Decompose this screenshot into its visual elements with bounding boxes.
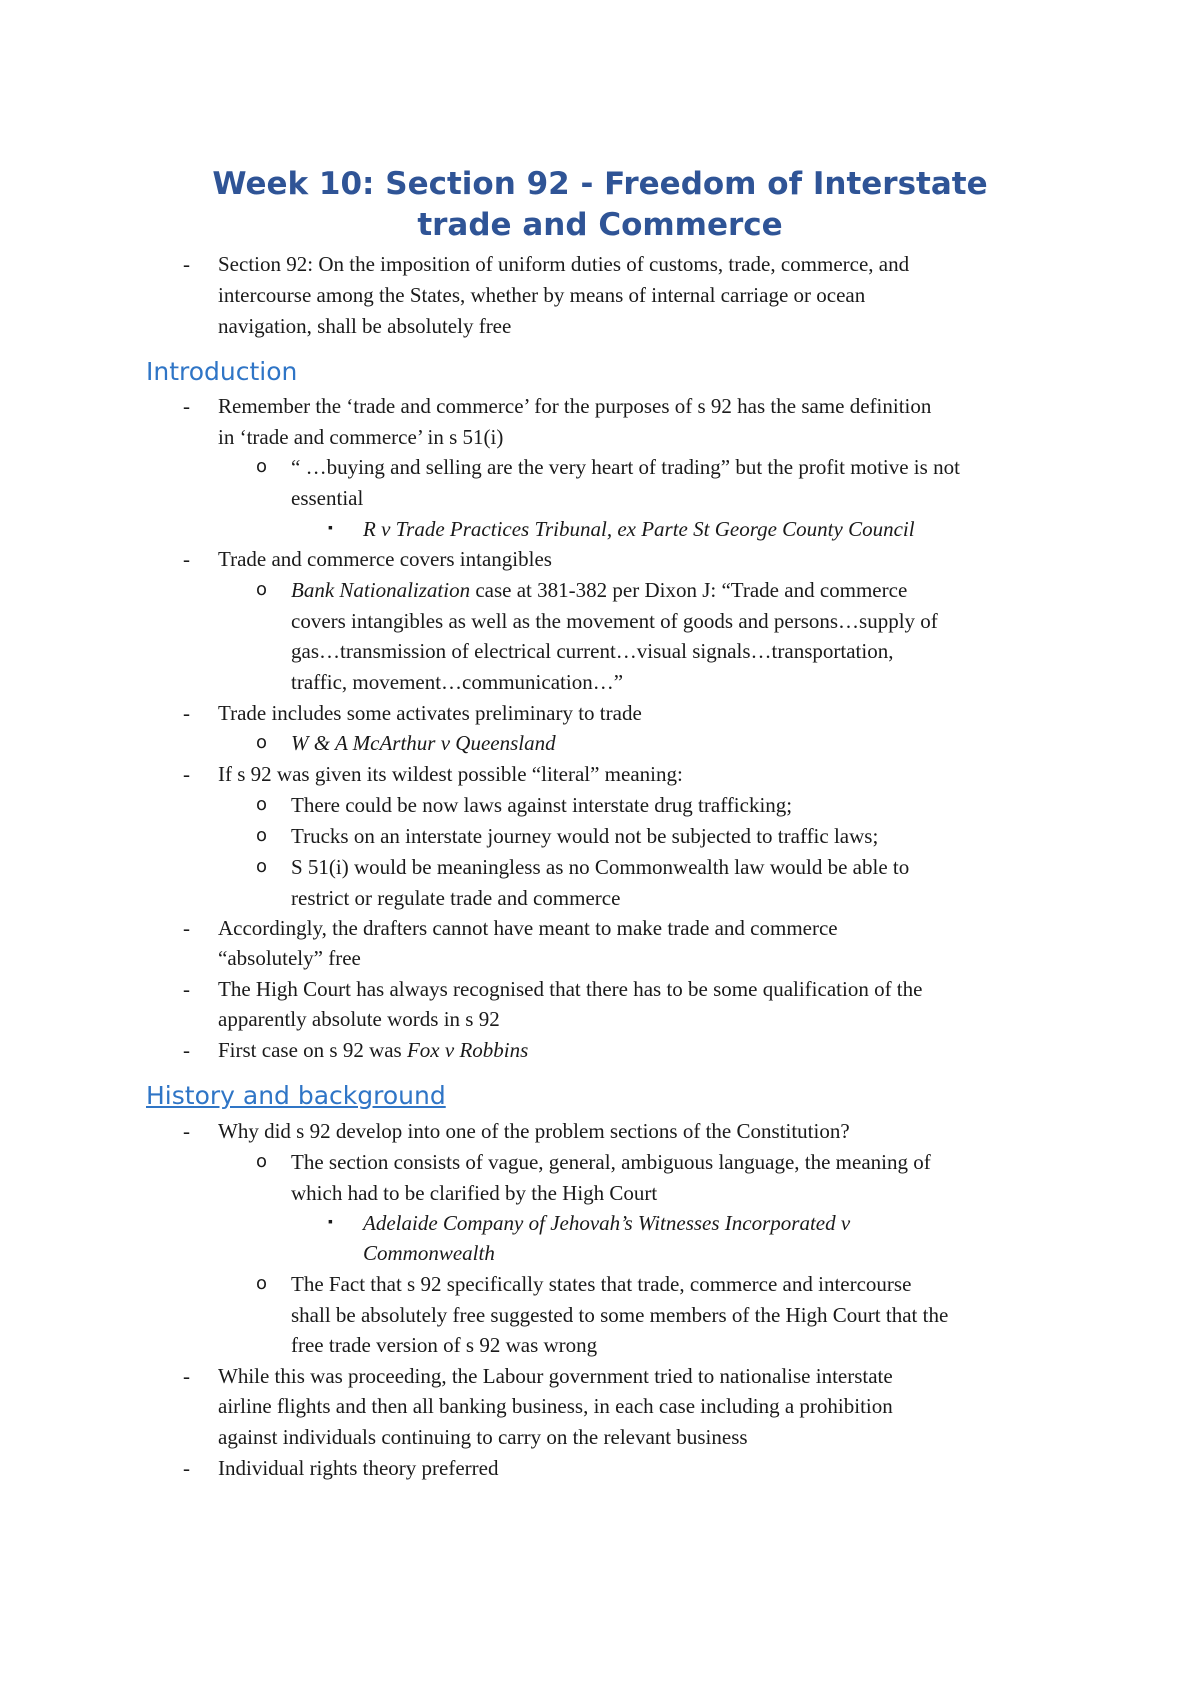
case-citation — [291, 728, 556, 758]
body-line: in ‘trade and commerce’ in s 51(i) — [218, 425, 504, 449]
body-line: navigation, shall be absolutely free — [218, 314, 512, 338]
body-line: intercourse among the States, whether by means of internal carriage or ocean — [218, 283, 866, 307]
body-line: restrict or regulate trade and commerce — [291, 886, 621, 910]
body-line: essential — [291, 486, 364, 510]
body-line: Section 92: On the imposition of uniform duties of customs, trade, commerce, and — [218, 252, 910, 276]
title-line-1: Week 10: Section 92 - Freedom of Interstate — [212, 166, 988, 202]
body-line: “absolutely” free — [218, 946, 361, 970]
case-name: Adelaide Company of Jehovah’s Witnesses Incorporated v — [363, 1211, 851, 1235]
body-line: Accordingly, the drafters cannot have meant to make trade and commerce — [218, 916, 838, 940]
section-heading-introduction: Introduction — [146, 357, 298, 386]
body-line: against individuals continuing to carry on the relevant business — [218, 1425, 748, 1449]
body-line: airline flights and then all banking business, in each case including a prohibition — [218, 1394, 893, 1418]
bullet-circle: o — [256, 856, 268, 877]
bullet-dash: - — [183, 394, 190, 418]
bullet-circle: o — [256, 579, 268, 600]
body-line — [291, 575, 907, 605]
bullet-circle: o — [256, 1151, 268, 1172]
bullet-square: ▪ — [328, 1215, 333, 1230]
bullet-dash: - — [183, 1119, 190, 1143]
body-line: There could be now laws against interstate drug trafficking; — [291, 793, 793, 817]
bullet-dash: - — [183, 547, 190, 571]
body-text: First case on s 92 was — [218, 1038, 407, 1062]
bullet-circle: o — [256, 794, 268, 815]
case-name: R v Trade Practices Tribunal, ex Parte St George County Council — [363, 517, 915, 541]
page-title — [0, 164, 1200, 246]
body-line: The section consists of vague, general, ambiguous language, the meaning of — [291, 1150, 931, 1174]
case-citation — [363, 1208, 850, 1238]
body-line: free trade version of s 92 was wrong — [291, 1333, 598, 1357]
bullet-dash: - — [183, 1364, 190, 1388]
body-line: S 51(i) would be meaningless as no Commonwealth law would be able to — [291, 855, 910, 879]
bullet-circle: o — [256, 825, 268, 846]
body-line: apparently absolute words in s 92 — [218, 1007, 500, 1031]
bullet-dash: - — [183, 916, 190, 940]
bullet-dash: - — [183, 252, 190, 276]
body-line: traffic, movement…communication…” — [291, 670, 624, 694]
body-line: While this was proceeding, the Labour government tried to nationalise interstate — [218, 1364, 893, 1388]
body-line: shall be absolutely free suggested to some members of the High Court that the — [291, 1303, 949, 1327]
bullet-circle: o — [256, 1273, 268, 1294]
case-name: Bank Nationalization — [291, 578, 471, 602]
case-name: Fox v Robbins — [406, 1038, 529, 1062]
body-line: Individual rights theory preferred — [218, 1456, 499, 1480]
body-line: Trucks on an interstate journey would not be subjected to traffic laws; — [291, 824, 879, 848]
bullet-circle: o — [256, 456, 268, 477]
body-line: Trade and commerce covers intangibles — [218, 547, 552, 571]
bullet-dash: - — [183, 762, 190, 786]
body-line: Trade includes some activates preliminary to trade — [218, 701, 642, 725]
body-line: If s 92 was given its wildest possible “literal” meaning: — [218, 762, 683, 786]
body-text: case at 381-382 per Dixon J: “Trade and commerce — [470, 578, 908, 602]
body-line: Remember the ‘trade and commerce’ for the purposes of s 92 has the same definition — [218, 394, 932, 418]
body-line: gas…transmission of electrical current…visual signals…transportation, — [291, 639, 894, 663]
bullet-dash: - — [183, 701, 190, 725]
title-line-2: trade and Commerce — [417, 207, 783, 243]
bullet-circle: o — [256, 732, 268, 753]
body-line: which had to be clarified by the High Court — [291, 1181, 658, 1205]
case-name: Commonwealth — [363, 1241, 495, 1265]
body-line — [218, 1035, 528, 1065]
body-line: The Fact that s 92 specifically states that trade, commerce and intercourse — [291, 1272, 912, 1296]
body-line: The High Court has always recognised that there has to be some qualification of the — [218, 977, 923, 1001]
section-heading-history: History and background — [146, 1081, 446, 1110]
body-line: Why did s 92 develop into one of the problem sections of the Constitution? — [218, 1119, 850, 1143]
case-citation — [363, 1238, 495, 1268]
bullet-square: ▪ — [328, 521, 333, 536]
bullet-dash: - — [183, 1456, 190, 1480]
case-name: W & A McArthur v Queensland — [291, 731, 556, 755]
bullet-dash: - — [183, 1038, 190, 1062]
case-citation — [363, 514, 915, 544]
bullet-dash: - — [183, 977, 190, 1001]
body-line: “ …buying and selling are the very heart of trading” but the profit motive is not — [291, 455, 960, 479]
body-line: covers intangibles as well as the movement of goods and persons…supply of — [291, 609, 938, 633]
